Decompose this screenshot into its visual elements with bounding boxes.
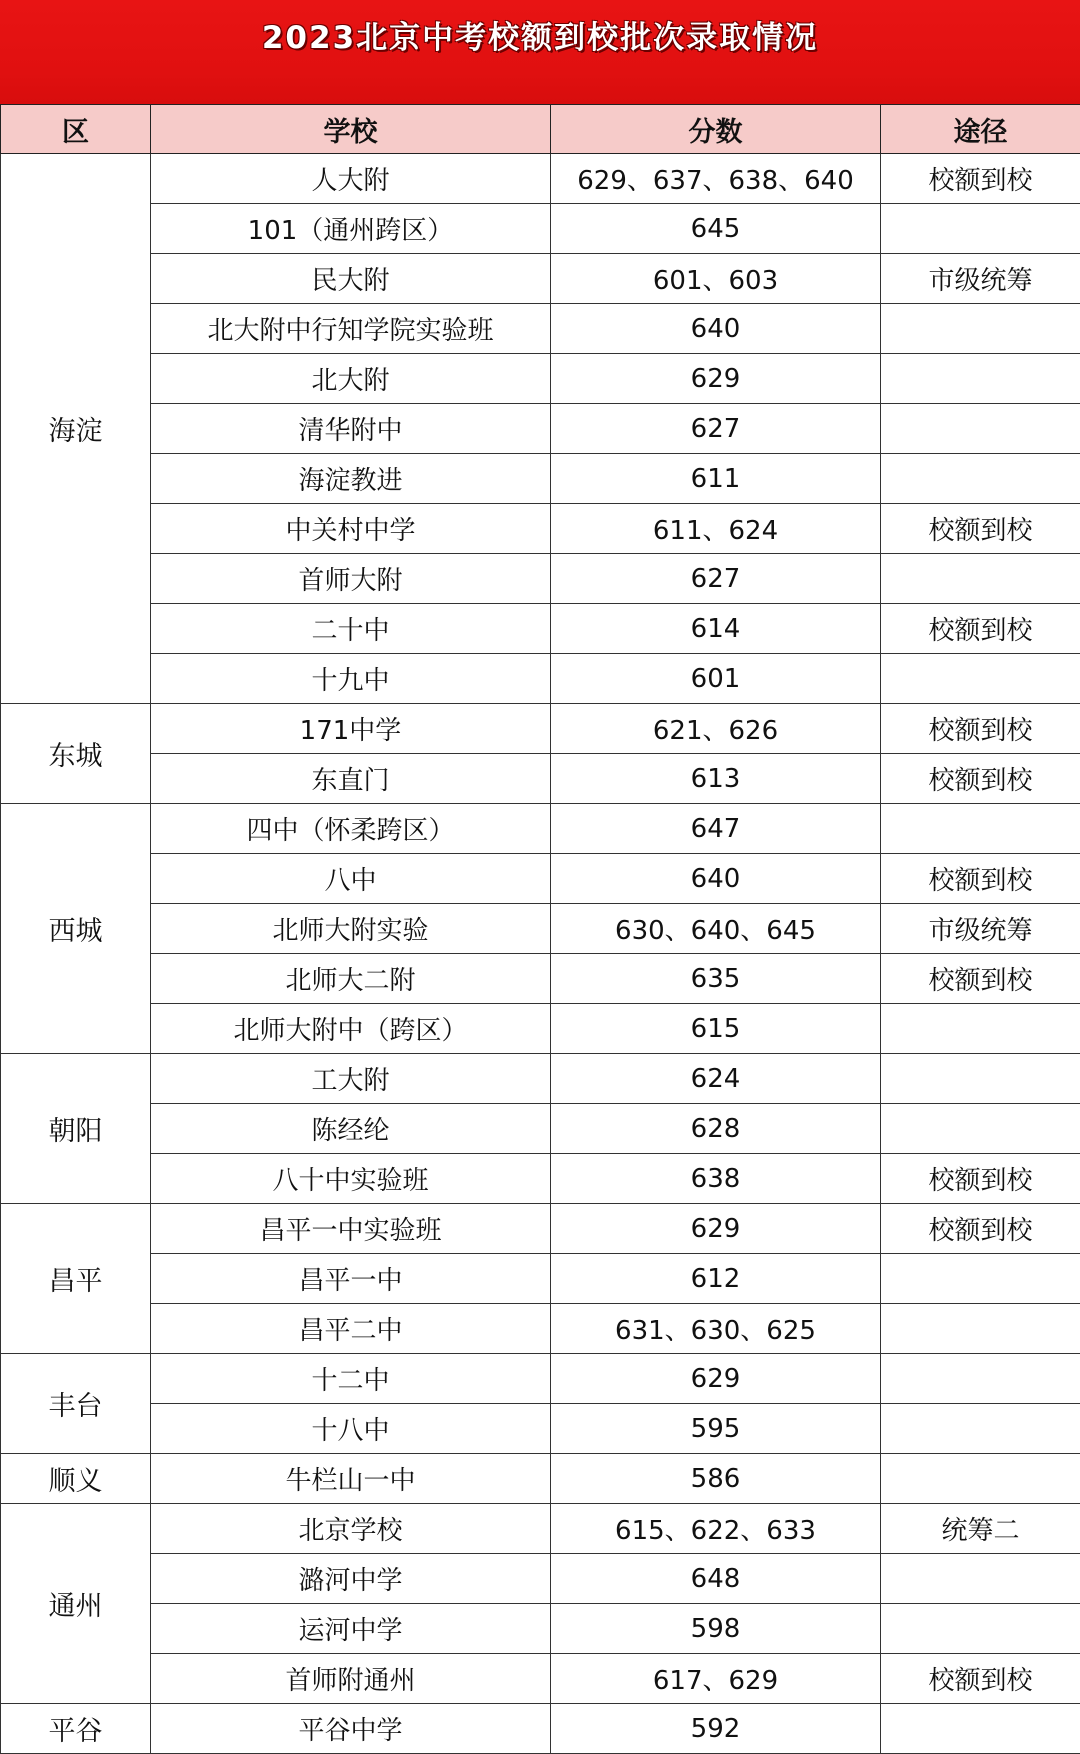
route-cell: 校额到校 [881,1204,1080,1254]
school-cell: 十二中 [151,1354,551,1404]
school-cell: 平谷中学 [151,1704,551,1754]
table-row [1,1704,1080,1754]
score-cell: 627 [551,404,881,454]
score-cell: 621、626 [551,704,881,754]
table-row [1,704,1080,754]
score-cell: 624 [551,1054,881,1104]
route-cell: 校额到校 [881,854,1080,904]
column-header-school: 学校 [151,105,551,154]
school-cell: 171中学 [151,704,551,754]
route-cell [881,1054,1080,1104]
school-cell: 牛栏山一中 [151,1454,551,1504]
school-cell: 十九中 [151,654,551,704]
school-cell: 二十中 [151,604,551,654]
school-cell: 民大附 [151,254,551,304]
table-row [1,954,1080,1004]
table-row [1,1104,1080,1154]
table-row [1,1004,1080,1054]
table-row [1,904,1080,954]
table-row [1,1204,1080,1254]
route-cell [881,654,1080,704]
score-cell: 612 [551,1254,881,1304]
score-cell: 592 [551,1704,881,1754]
school-cell: 运河中学 [151,1604,551,1654]
table-row [1,1154,1080,1204]
table-row [1,1504,1080,1554]
route-cell: 市级统筹 [881,254,1080,304]
district-cell: 平谷 [1,1704,151,1754]
district-cell: 通州 [1,1504,151,1704]
route-cell [881,354,1080,404]
score-cell: 629 [551,354,881,404]
school-cell: 北师大二附 [151,954,551,1004]
score-cell: 598 [551,1604,881,1654]
route-cell [881,1454,1080,1504]
score-cell: 635 [551,954,881,1004]
score-cell: 595 [551,1404,881,1454]
route-cell: 校额到校 [881,154,1080,204]
school-cell: 十八中 [151,1404,551,1454]
score-cell: 629、637、638、640 [551,154,881,204]
table-row [1,404,1080,454]
route-cell [881,1354,1080,1404]
table-row [1,204,1080,254]
route-cell [881,1104,1080,1154]
score-cell: 629 [551,1354,881,1404]
table-body [1,154,1080,1754]
school-cell: 北大附 [151,354,551,404]
school-cell: 东直门 [151,754,551,804]
school-cell: 工大附 [151,1054,551,1104]
score-cell: 586 [551,1454,881,1504]
school-cell: 昌平一中 [151,1254,551,1304]
score-cell: 648 [551,1554,881,1604]
route-cell: 统筹二 [881,1504,1080,1554]
district-cell: 昌平 [1,1204,151,1354]
score-cell: 615、622、633 [551,1504,881,1554]
school-cell: 昌平二中 [151,1304,551,1354]
table-row [1,604,1080,654]
school-cell: 潞河中学 [151,1554,551,1604]
table-row [1,504,1080,554]
route-cell: 校额到校 [881,604,1080,654]
school-cell: 101（通州跨区） [151,204,551,254]
route-cell [881,1604,1080,1654]
route-cell: 市级统筹 [881,904,1080,954]
score-cell: 628 [551,1104,881,1154]
route-cell: 校额到校 [881,1154,1080,1204]
table-row [1,1304,1080,1354]
table-row [1,554,1080,604]
score-cell: 614 [551,604,881,654]
route-cell: 校额到校 [881,754,1080,804]
school-cell: 四中（怀柔跨区） [151,804,551,854]
route-cell [881,204,1080,254]
score-cell: 631、630、625 [551,1304,881,1354]
table-row [1,754,1080,804]
column-header-score: 分数 [551,105,881,154]
score-cell: 611 [551,454,881,504]
school-cell: 人大附 [151,154,551,204]
table-row [1,854,1080,904]
table-row [1,354,1080,404]
table-row [1,654,1080,704]
route-cell [881,1554,1080,1604]
page-title: 2023北京中考校额到校批次录取情况 [0,12,1080,57]
score-cell: 645 [551,204,881,254]
route-cell [881,454,1080,504]
score-cell: 613 [551,754,881,804]
school-cell: 昌平一中实验班 [151,1204,551,1254]
score-cell: 638 [551,1154,881,1204]
table-row [1,1054,1080,1104]
route-cell [881,804,1080,854]
table-row [1,1654,1080,1704]
route-cell: 校额到校 [881,504,1080,554]
route-cell [881,554,1080,604]
score-cell: 611、624 [551,504,881,554]
table-row [1,1454,1080,1504]
column-header-route: 途径 [881,105,1080,154]
score-cell: 647 [551,804,881,854]
route-cell [881,1704,1080,1754]
table-row [1,254,1080,304]
table-row [1,304,1080,354]
table-row [1,154,1080,204]
score-cell: 629 [551,1204,881,1254]
route-cell [881,1004,1080,1054]
table-row [1,1604,1080,1654]
route-cell: 校额到校 [881,704,1080,754]
score-cell: 640 [551,854,881,904]
district-cell: 顺义 [1,1454,151,1504]
table-row [1,1404,1080,1454]
district-cell: 朝阳 [1,1054,151,1204]
school-cell: 北京学校 [151,1504,551,1554]
school-cell: 首师附通州 [151,1654,551,1704]
score-cell: 601 [551,654,881,704]
district-cell: 丰台 [1,1354,151,1454]
table-row [1,1554,1080,1604]
school-cell: 清华附中 [151,404,551,454]
district-cell: 西城 [1,804,151,1054]
score-cell: 627 [551,554,881,604]
score-cell: 601、603 [551,254,881,304]
table-row [1,1354,1080,1404]
school-cell: 中关村中学 [151,504,551,554]
school-cell: 八中 [151,854,551,904]
score-cell: 640 [551,304,881,354]
school-cell: 陈经纶 [151,1104,551,1154]
column-header-district: 区 [1,105,151,154]
route-cell [881,404,1080,454]
district-cell: 海淀 [1,154,151,704]
score-cell: 615 [551,1004,881,1054]
table-row [1,804,1080,854]
title-banner [0,0,1080,104]
school-cell: 北大附中行知学院实验班 [151,304,551,354]
route-cell [881,1304,1080,1354]
score-cell: 617、629 [551,1654,881,1704]
table-row [1,454,1080,504]
school-cell: 首师大附 [151,554,551,604]
table-row [1,1254,1080,1304]
school-cell: 北师大附中（跨区） [151,1004,551,1054]
route-cell [881,1404,1080,1454]
route-cell [881,304,1080,354]
school-cell: 海淀教进 [151,454,551,504]
district-cell: 东城 [1,704,151,804]
school-cell: 八十中实验班 [151,1154,551,1204]
table-header-row [1,105,1080,154]
admission-table [0,104,1080,1754]
school-cell: 北师大附实验 [151,904,551,954]
route-cell [881,1254,1080,1304]
route-cell: 校额到校 [881,954,1080,1004]
score-cell: 630、640、645 [551,904,881,954]
route-cell: 校额到校 [881,1654,1080,1704]
